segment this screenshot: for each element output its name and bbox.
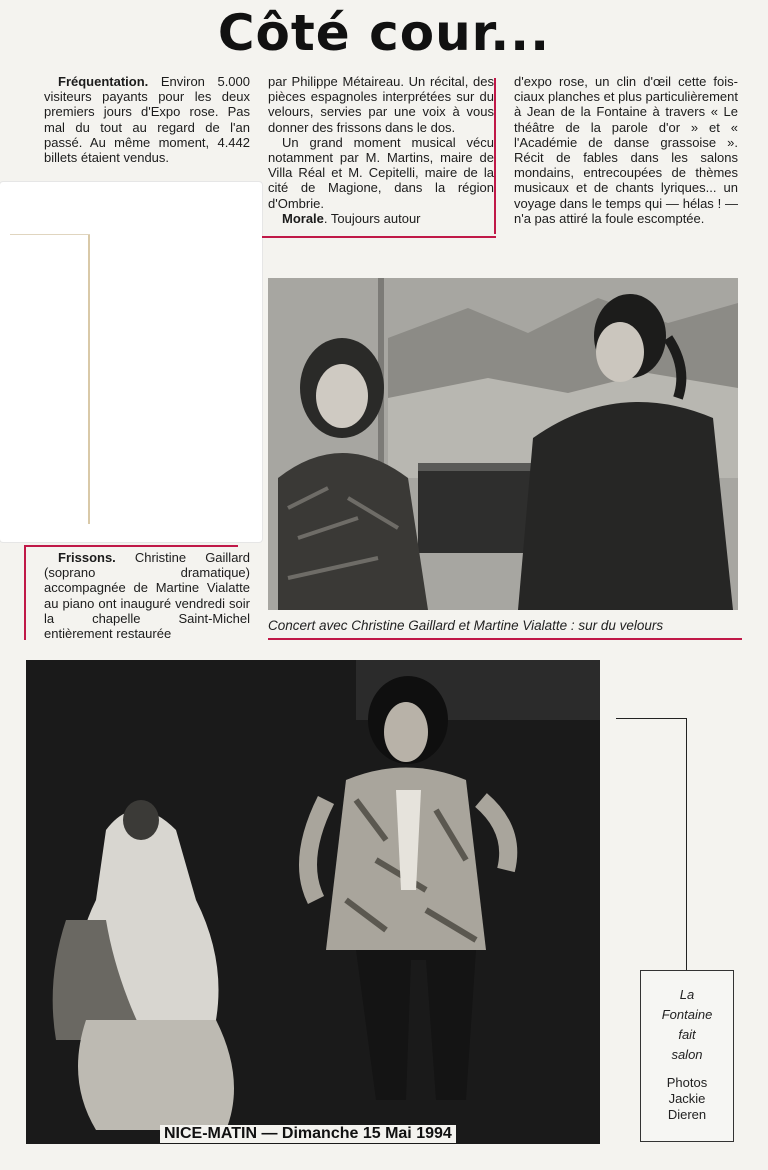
dateline: NICE-MATIN — Dimanche 15 Mai 1994: [160, 1125, 456, 1143]
side-rule-horizontal: [616, 718, 686, 719]
article-column-middle: [268, 74, 494, 226]
lead-frequentation: Fréquentation.: [58, 74, 149, 89]
photo-credit: [641, 1075, 733, 1123]
article-column-right: [514, 74, 738, 226]
photo-credit-line: Photos: [666, 1075, 708, 1090]
highlight-mark-left-top: [26, 545, 238, 547]
sidebar-credit-box: [640, 970, 734, 1142]
caption-underline: [268, 638, 742, 640]
highlight-mark-middle-vertical: [494, 78, 496, 234]
text-frissons: Christine Gaillard (soprano dramatique) accompagnée de Martine Vialatte au piano ont inauguré vendredi soir la chapelle Saint-Michel entièrement restaurée: [44, 550, 250, 642]
highlight-mark-left-vertical: [24, 545, 26, 640]
article-column-left-bottom: [44, 550, 250, 641]
photo-concert-image: [268, 278, 738, 610]
photo-caption-concert: Concert avec Christine Gaillard et Martine Vialatte : sur du velours: [268, 618, 664, 633]
sidebar-title: [641, 985, 733, 1065]
photo-credit-line: Jackie: [668, 1091, 706, 1106]
middle-paragraph-3: . Toujours autour: [323, 210, 421, 226]
side-rule-vertical: [686, 718, 687, 970]
lead-morale: Morale: [282, 210, 324, 226]
photo-theatre: [26, 660, 600, 1144]
photo-credit-line: Dieren: [667, 1107, 707, 1122]
middle-paragraph-2: Un grand moment musical vécu notamment par M. Martins, maire de Villa Réal et M. Cepitelli, maire de la cité de Magione, dans la région d'Ombrie.: [268, 134, 494, 211]
lead-frissons: Frissons.: [58, 550, 116, 565]
sidebar-title-line: salon: [671, 1047, 703, 1062]
sidebar-title-line: La: [679, 987, 695, 1002]
sticker-fold-mark: [88, 234, 90, 524]
photo-theatre-image: [26, 660, 600, 1144]
text-frequentation: Environ 5.000 visiteurs payants pour les deux premiers jours d'Expo rose. Pas mal du tout au regard de l'an passé. Au même moment, 4.442 billets étaient vendus.: [44, 74, 250, 166]
right-paragraph: d'expo rose, un clin d'œil cette fois-ciaux planches et plus particulièrement à Jean de la Fontaine à travers « Le théâtre de la parole d'or » et « l'Académie de danse grassoise ». Récit de fables dans les salons mondains, entrecoupées de thèmes musicaux et de chants lyriques... un voyage dans le temps qui — hélas ! — n'a pas attiré la foule escomptée.: [514, 74, 739, 226]
sticker-fold-mark-horizontal: [10, 234, 90, 235]
sidebar-title-line: Fontaine: [661, 1007, 713, 1022]
paper-sticker: [0, 182, 262, 542]
middle-paragraph-1: par Philippe Métaireau. Un récital, des pièces espagnoles interprétées sur du velours, servies par une voix à vous donner des frissons dans le dos.: [268, 74, 494, 135]
sidebar-title-line: fait: [678, 1027, 696, 1042]
highlight-mark-middle-bottom: [262, 236, 496, 238]
headline: Côté cour...: [217, 4, 551, 62]
article-column-left-top: [44, 74, 250, 165]
photo-concert: [268, 278, 738, 610]
